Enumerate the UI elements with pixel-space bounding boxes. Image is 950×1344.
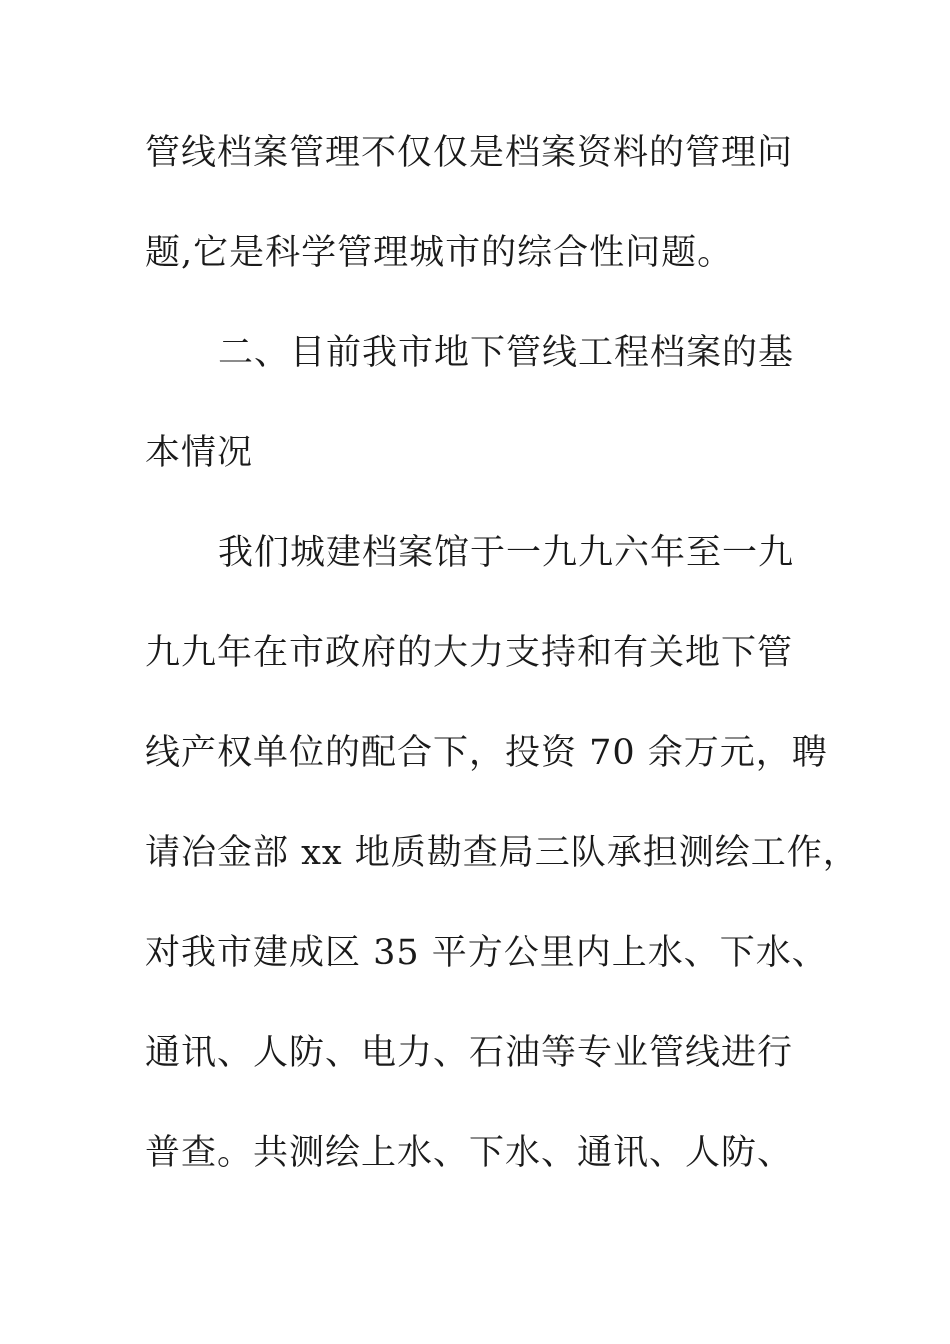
paragraph-line: 普查。共测绘上水、下水、通讯、人防、 [145,1133,794,1173]
paragraph-line: 请冶金部 xx 地质勘查局三队承担测绘工作， [145,833,859,873]
paragraph-line: 题,它是科学管理城市的综合性问题。 [145,233,734,273]
section-heading-line: 二、目前我市地下管线工程档案的基 [218,333,795,373]
paragraph-line: 对我市建成区 35 平方公里内上水、下水、 [145,933,828,973]
paragraph-line: 我们城建档案馆于一九九六年至一九 [218,533,795,573]
paragraph-line: 九九年在市政府的大力支持和有关地下管 [145,633,794,673]
paragraph-line: 线产权单位的配合下，投资 70 余万元，聘 [145,733,828,773]
paragraph-line: 管线档案管理不仅仅是档案资料的管理问 [145,133,794,173]
section-heading-line: 本情况 [145,433,254,473]
paragraph-line: 通讯、人防、电力、石油等专业管线进行 [145,1033,794,1073]
